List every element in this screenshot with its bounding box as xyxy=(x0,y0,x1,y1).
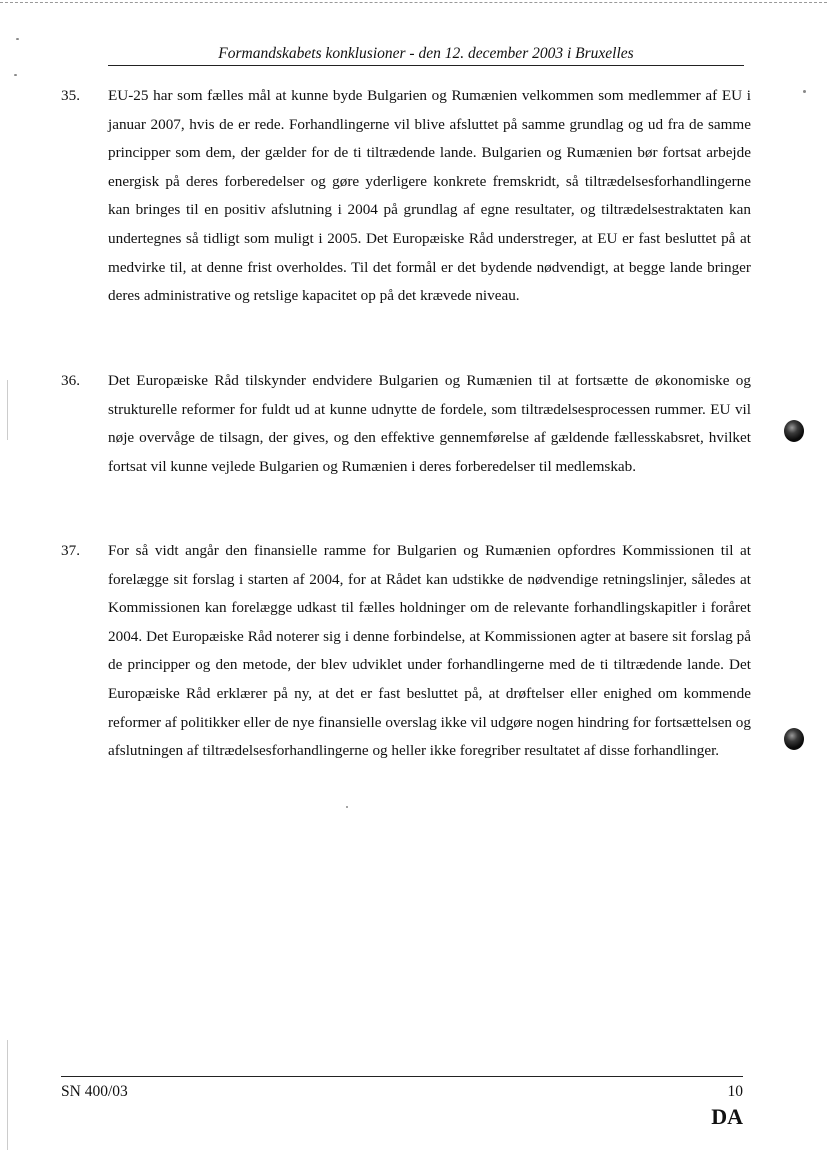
footer-rule xyxy=(61,1076,743,1077)
punch-hole-icon xyxy=(784,728,804,750)
paragraph-text: Det Europæiske Råd tilskynder endvidere Bulgarien og Rumænien til at fortsætte de økonomiske og strukturelle reformer for fuldt ud at kunne udnytte de fordele, som tiltrædelsesprocessen rummer. EU vil nøje overvåge de tilsagn, der gives, og den effektive gennemførelse af gældende fællesskabsret, hvilket fortsat vil kunne vejlede Bulgarien og Rumænien i deres forberedelser til medlemskab. xyxy=(108,372,751,475)
scan-edge-mark xyxy=(7,1040,8,1150)
paragraph-text: EU-25 har som fælles mål at kunne byde Bulgarien og Rumænien velkommen som medlemmer af EU i januar 2007, hvis de er rede. Forhandlingerne vil blive afsluttet på samme grundlag og ud fra de samme principper som dem, der gælder for de ti tiltrædende lande. Bulgarien og Rumænien bør fortsat arbejde energisk på deres forberedelser og gøre yderligere konkrete fremskridt, så tiltrædelsesforhandlingerne kan bringes til en positiv afslutning i 2004 på grundlag af egne resultater, og tiltrædelsestraktaten kan undertegnes så tidligt som muligt i 2005. Det Europæiske Råd understreger, at EU er fast besluttet på at medvirke til, at denne frist overholdes. Til det formål er det bydende nødvendigt, at begge lande bringer deres administrative og retslige kapacitet op på det krævede niveau. xyxy=(108,87,751,305)
scan-top-edge xyxy=(0,2,827,3)
page-number: 10 xyxy=(727,1083,743,1100)
scan-edge-mark xyxy=(7,380,8,440)
scan-speck xyxy=(346,806,348,808)
paragraph-number: 36. xyxy=(61,372,80,389)
language-code: DA xyxy=(711,1104,743,1129)
document-reference: SN 400/03 xyxy=(61,1083,128,1100)
paragraph-text: For så vidt angår den finansielle ramme for Bulgarien og Rumænien opfordres Kommissionen til at forelægge sit forslag i starten af 2004, for at Rådet kan udstikke de nødvendige retningslinjer, således at Kommissionen kan forelægge udkast til fælles holdninger om de relevante forhandlingskapitler i foråret 2004. Det Europæiske Råd noterer sig i denne forbindelse, at Kommissionen agter at basere sit forslag på de principper og den metode, der blev udviklet under forhandlingerne med de ti tiltrædende lande. Det Europæiske Råd erklærer på ny, at det er fast besluttet på, at drøftelser eller enighed om kommende reformer af politikker eller de nye finansielle overslag ikke vil udgøre nogen hindring for fortsættelsen og afslutningen af tiltrædelsesforhandlingerne og heller ikke foregriber resultatet af disse forhandlinger. xyxy=(108,542,751,760)
paragraph-37 xyxy=(61,537,751,766)
paragraph-number: 37. xyxy=(61,542,80,559)
scan-speck xyxy=(14,74,17,76)
page-header: Formandskabets konklusioner - den 12. december 2003 i Bruxelles xyxy=(108,44,744,66)
scan-speck xyxy=(16,38,19,40)
punch-hole-icon xyxy=(784,420,804,442)
paragraph-number: 35. xyxy=(61,87,80,104)
paragraph-35 xyxy=(61,82,751,311)
scan-speck xyxy=(803,90,806,93)
paragraph-36 xyxy=(61,367,751,481)
